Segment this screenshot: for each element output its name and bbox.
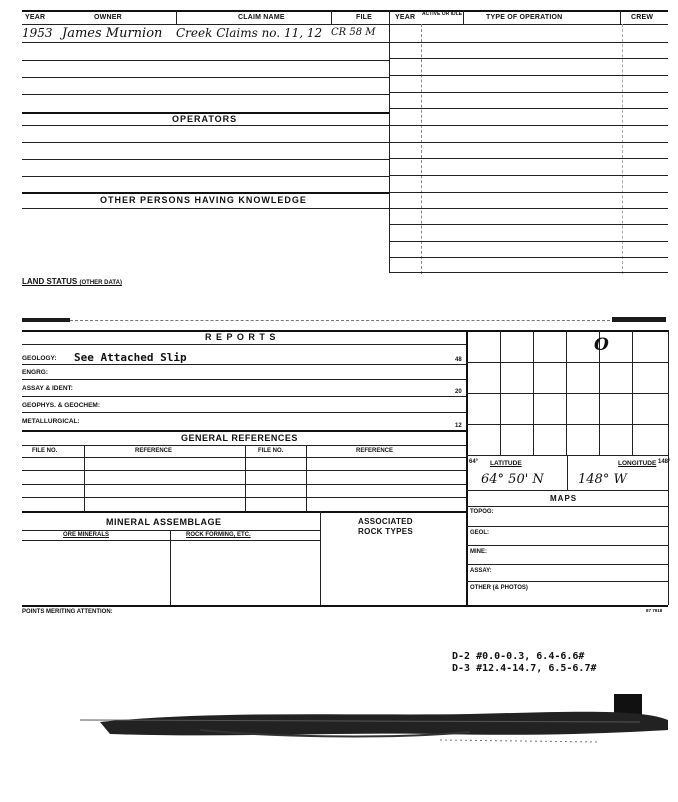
points-meriting-label: POINTS MERITING ATTENTION: <box>22 609 113 615</box>
maps-assay: ASSAY: <box>470 568 492 574</box>
maps-mine: MINE: <box>470 549 487 555</box>
maps-geol: GEOL: <box>470 530 489 536</box>
mineral-assemblage-title: MINERAL ASSEMBLAGE <box>106 517 222 527</box>
land-status-title: LAND STATUS <box>22 277 78 286</box>
scan-smudge <box>0 690 678 770</box>
associated-label: ASSOCIATED <box>358 517 413 526</box>
note-d3: D-3 #12.4-14.7, 6.5-6.7# <box>452 663 597 674</box>
entry-claim-name: Creek Claims no. 11, 12 <box>176 26 323 40</box>
header-claim-name: CLAIM NAME <box>238 14 285 21</box>
ref-header-file-no-1: FILE NO. <box>32 448 58 454</box>
geology-value: See Attached Slip <box>74 351 187 364</box>
entry-file: CR 58 M <box>331 27 376 38</box>
ore-minerals-label: ORE MINERALS <box>63 532 110 538</box>
entry-owner: James Murnion <box>62 26 163 41</box>
ref-header-reference-2: REFERENCE <box>356 448 394 454</box>
general-references-title: GENERAL REFERENCES <box>181 433 298 443</box>
ref-header-reference-1: REFERENCE <box>135 448 173 454</box>
header-file: FILE <box>356 14 372 21</box>
geophys-label: GEOPHYS. & GEOCHEM: <box>22 402 101 409</box>
lat-prefix: 64° <box>469 459 479 465</box>
geology-label: GEOLOGY: <box>22 355 57 362</box>
lon-suffix: 148° <box>658 459 671 465</box>
assay-ident-label: ASSAY & IDENT: <box>22 385 73 392</box>
maps-other: OTHER (& PHOTOS) <box>470 585 528 591</box>
geology-num: 48 <box>455 357 462 363</box>
operators-title: OPERATORS <box>172 114 238 124</box>
other-persons-title: OTHER PERSONS HAVING KNOWLEDGE <box>100 195 307 205</box>
entry-year: 1953 <box>22 26 53 40</box>
reports-title: R E P O R T S <box>205 332 277 342</box>
header-type-of-operation: TYPE OF OPERATION <box>486 14 563 21</box>
ref-header-file-no-2: FILE NO. <box>258 448 284 454</box>
maps-topog: TOPOG: <box>470 509 494 515</box>
rock-forming-label: ROCK FORMING, ETC. <box>186 532 251 538</box>
header-owner: OWNER <box>94 14 122 21</box>
engrg-label: ENGRG: <box>22 369 48 376</box>
rock-types-label: ROCK TYPES <box>358 527 414 536</box>
metallurgical-label: METALLURGICAL: <box>22 418 80 425</box>
longitude-label: LONGITUDE <box>618 460 657 467</box>
grid-mark: O <box>594 335 609 355</box>
header-year-2: YEAR <box>395 14 416 21</box>
latitude-value: 64° 50' N <box>481 472 544 487</box>
land-status-sub: (OTHER DATA) <box>79 280 122 286</box>
metallurgical-num: 12 <box>455 423 462 429</box>
header-crew: CREW <box>631 14 654 21</box>
latitude-label: LATITUDE <box>490 460 522 467</box>
land-status-label <box>22 277 122 286</box>
longitude-value: 148° W <box>578 472 627 487</box>
header-year: YEAR <box>25 14 46 21</box>
assay-num: 20 <box>455 389 462 395</box>
note-d2: D-2 #0.0-0.3, 6.4-6.6# <box>452 651 585 662</box>
header-active-or-idle: ACTIVE OR IDLE <box>421 11 462 17</box>
maps-title: MAPS <box>550 494 578 503</box>
form-number: 87 7918 <box>646 608 663 613</box>
